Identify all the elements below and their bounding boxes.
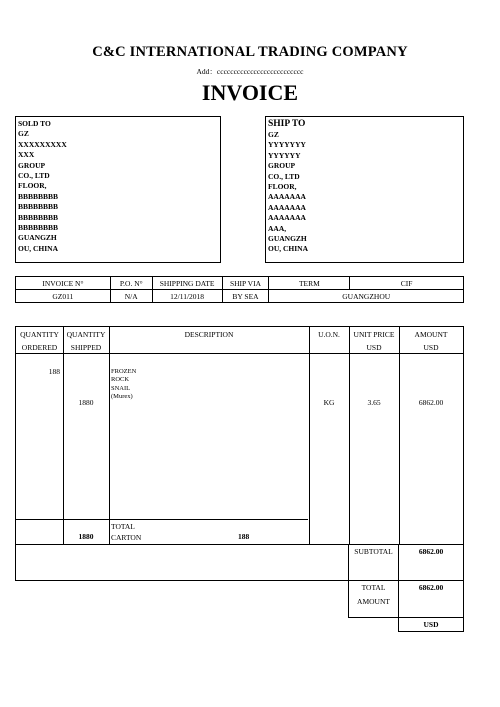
- sold-to-box: [15, 116, 221, 263]
- subtotal-label-cell: SUBTOTAL: [348, 544, 399, 581]
- header-qty-shipped: QUANTITY SHIPPED: [66, 330, 106, 352]
- total-qty-shipped: 1880: [78, 532, 94, 541]
- subtotal-value-cell: 6862.00: [398, 544, 464, 581]
- header-term: TERM: [269, 277, 350, 290]
- ship-to-address-line: GROUP: [268, 161, 296, 171]
- ship-to-address-line: GZ: [268, 130, 279, 139]
- ship-to-address-line: FLOOR,: [268, 182, 297, 192]
- total-carton-label: TOTAL CARTON: [111, 522, 142, 542]
- header-po-no: P.O. N°: [110, 277, 152, 290]
- sold-to-address-line: OU, CHINA: [18, 243, 59, 253]
- ship-to-address-line: AAAAAAA: [268, 213, 306, 223]
- header-amount: AMOUNT USD: [414, 330, 448, 352]
- shipping-info-header-row: [16, 277, 464, 290]
- ship-to-address-line: CO., LTD: [268, 171, 300, 181]
- total-amount-value-cell: 6862.00: [398, 580, 464, 618]
- sold-to-address-line: XXX: [18, 150, 35, 160]
- items-table: [15, 326, 464, 545]
- value-ship-via: BY SEA: [222, 290, 269, 303]
- header-shipping-date: SHIPPING DATE: [152, 277, 222, 290]
- row-uon: KG: [323, 398, 335, 407]
- ship-to-box: [265, 116, 464, 263]
- sold-to-address-line: BBBBBBBB: [18, 223, 59, 233]
- shipping-info-table: [15, 276, 464, 303]
- company-name: C&C INTERNATIONAL TRADING COMPANY: [92, 44, 408, 60]
- row-unit-price: 3.65: [367, 398, 381, 407]
- value-invoice-no: GZ011: [16, 290, 111, 303]
- row-amount: 6862.00: [418, 398, 444, 407]
- row-description: FROZEN ROCK SNAIL (Murex): [111, 368, 137, 401]
- sold-to-address-line: GROUP: [18, 160, 46, 170]
- header-uon: U.O.N.: [318, 330, 340, 339]
- ship-to-address-line: YYYYYY: [268, 150, 301, 160]
- header-description: DESCRIPTION: [184, 330, 234, 339]
- ship-to-address-line: AAAAAAA: [268, 202, 306, 212]
- total-amount-label-cell: TOTAL AMOUNT: [348, 580, 399, 618]
- ship-to-address-line: GUANGZH: [268, 234, 307, 244]
- sold-to-address-line: FLOOR,: [18, 181, 47, 191]
- header-unit-price: UNIT PRICE USD: [353, 330, 395, 352]
- header-qty-ordered: QUANTITY ORDERED: [20, 330, 59, 352]
- value-po-no: N/A: [110, 290, 152, 303]
- ship-to-address-line: AAAAAAA: [268, 192, 306, 202]
- sold-to-address-line: GUANGZH: [18, 233, 57, 243]
- total-carton-count: 188: [238, 532, 250, 541]
- ship-to-address-line: AAA,: [268, 223, 287, 233]
- ship-to-address-line: YYYYYYY: [268, 140, 306, 150]
- row-qty-shipped: 1880: [78, 398, 94, 407]
- header-cif: CIF: [350, 277, 464, 290]
- sold-to-address-line: BBBBBBBB: [18, 191, 59, 201]
- sold-to-heading: SOLD TO: [18, 119, 51, 128]
- sold-to-address-line: BBBBBBBB: [18, 212, 59, 222]
- summary-spacer-box: [15, 544, 349, 581]
- company-address: Add：cccccccccccccccccccccccccc: [196, 67, 304, 76]
- header-ship-via: SHIP VIA: [222, 277, 269, 290]
- sold-to-address-line: XXXXXXXXX: [18, 139, 67, 149]
- currency-cell: USD: [398, 617, 464, 632]
- ship-to-address: [268, 130, 463, 255]
- document-title: INVOICE: [201, 80, 299, 105]
- sold-to-address-line: BBBBBBBB: [18, 202, 59, 212]
- sold-to-address: [18, 129, 220, 254]
- header-invoice-no: INVOICE N°: [16, 277, 111, 290]
- ship-to-heading: SHIP TO: [268, 119, 306, 129]
- sold-to-address-line: GZ: [18, 129, 29, 139]
- ship-to-address-line: OU, CHINA: [268, 244, 309, 254]
- value-shipping-date: 12/11/2018: [152, 290, 222, 303]
- value-term-cif: GUANGZHOU: [269, 290, 464, 303]
- row-qty-ordered: 188: [48, 367, 60, 376]
- shipping-info-value-row: [16, 290, 464, 303]
- sold-to-address-line: CO., LTD: [18, 171, 50, 181]
